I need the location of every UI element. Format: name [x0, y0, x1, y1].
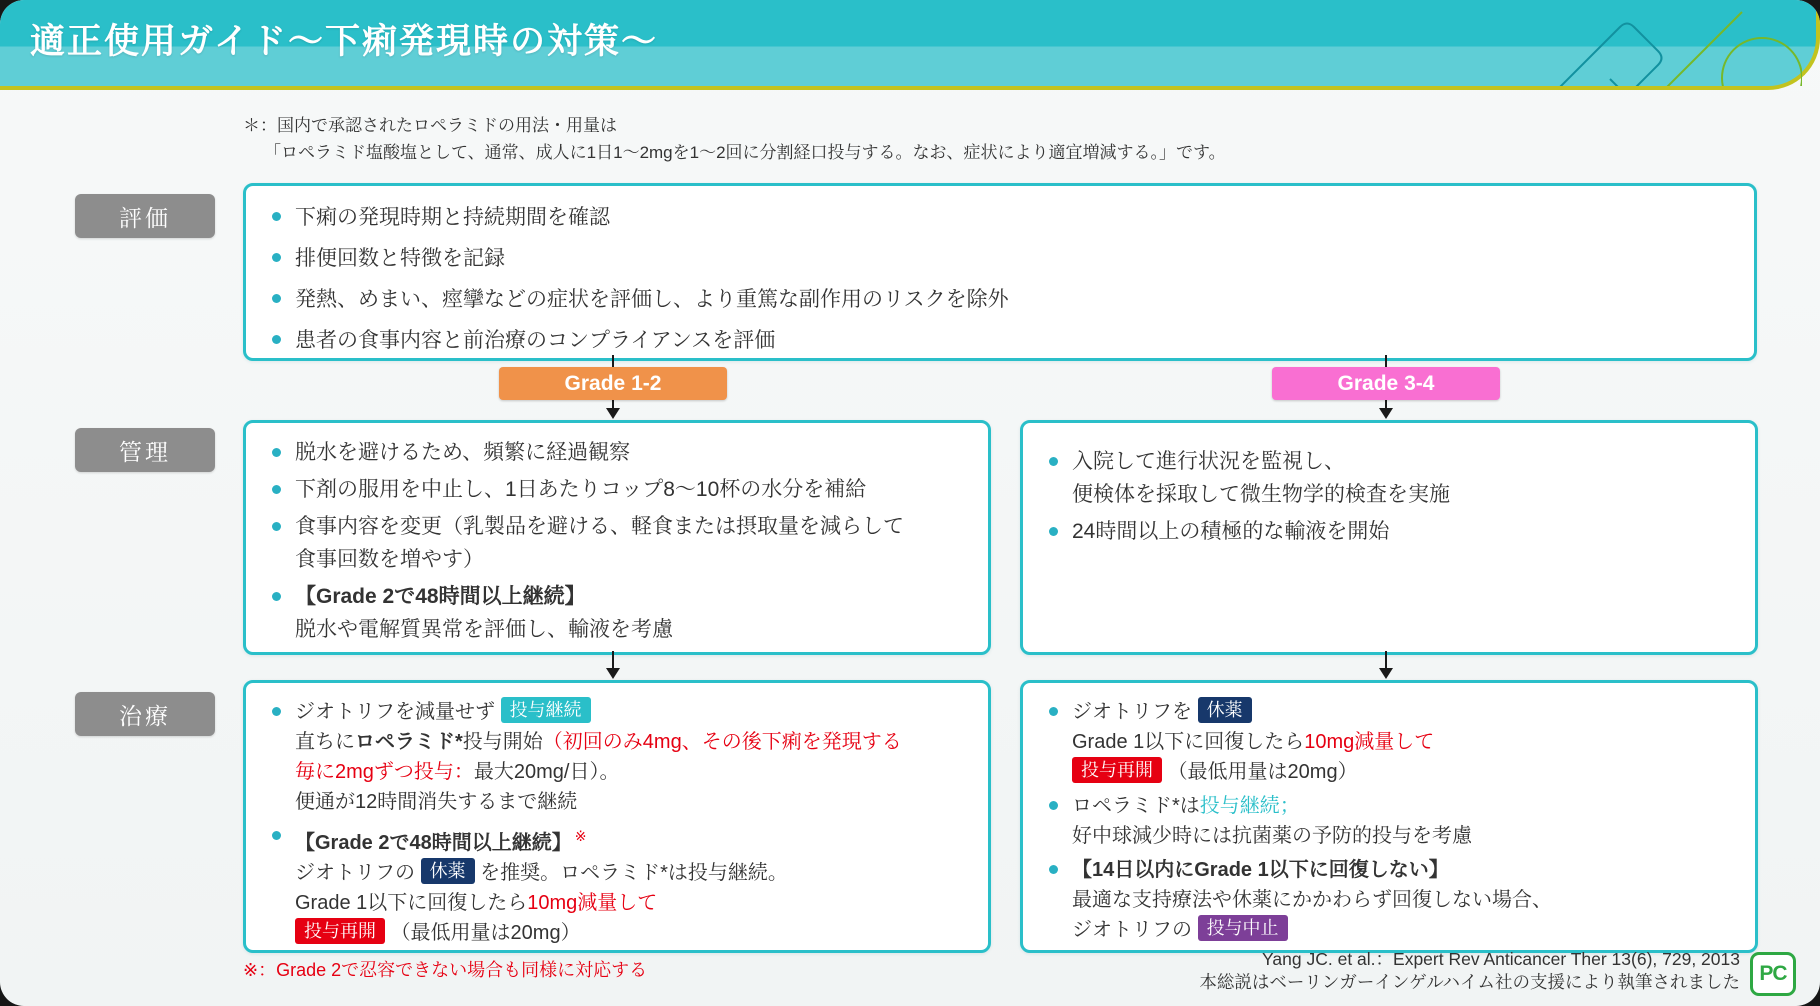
bullet-dot-icon — [1049, 707, 1058, 716]
mgmt12-bullet-4 — [295, 580, 673, 646]
treat12-b1-l2-red: （初回のみ4mg、その後下痢を発現する — [542, 731, 902, 753]
bullet-dot-icon — [1049, 801, 1058, 810]
list-item — [272, 436, 968, 469]
bullet-dot-icon — [272, 522, 281, 531]
stage-label-evaluation: 評価 — [75, 194, 215, 238]
mgmt12-bullet-4-line-2: 脱水や電解質異常を評価し、輸液を考慮 — [295, 618, 673, 641]
treat34-b3-l3-pre: ジオトリフの — [1072, 919, 1198, 941]
note-line-2: 「ロペラミド塩酸塩として、通常、成人に1日1〜2mgを1〜2回に分割経口投与する。なお、症状により適宜増減する。」です。 — [264, 143, 1226, 162]
treat12-bullet-2 — [295, 821, 788, 948]
citation-reference: Yang JC. et al.：Expert Rev Anticancer Ther 13(6), 729, 2013 — [1262, 949, 1740, 969]
list-item — [1049, 791, 1735, 851]
list-item — [272, 240, 1734, 277]
list-item — [272, 821, 968, 948]
mgmt34-bullet-1 — [1072, 445, 1450, 511]
resume-dosing-badge: 投与再開 — [1072, 757, 1162, 783]
list-item — [1049, 855, 1735, 945]
bullet-dot-icon — [272, 253, 281, 262]
treat12-b2-l4-post: （最低用量は20mg） — [390, 922, 581, 944]
treat12-bullet-1 — [295, 697, 902, 817]
management-box-grade12 — [243, 420, 991, 655]
stage-label-treatment: 治療 — [75, 692, 215, 736]
citation — [1199, 948, 1740, 994]
bullet-dot-icon — [272, 592, 281, 601]
list-item — [272, 473, 968, 506]
citation-support-note: 本総説はベーリンガーインゲルハイム社の支援により執筆されました — [1199, 972, 1740, 992]
treat34-b3-l2: 最適な支持療法や休薬にかかわらず回復しない場合、 — [1072, 889, 1552, 911]
bullet-dot-icon — [272, 707, 281, 716]
treat34-b2-l1-pre: ロペラミド*は — [1072, 795, 1200, 817]
list-item — [272, 322, 1734, 359]
evaluation-bullet-2: 排便回数と特徴を記録 — [295, 247, 505, 270]
list-item — [272, 510, 968, 576]
treat12-b1-l2-mid: 投与開始 — [462, 731, 543, 753]
list-item — [272, 199, 1734, 236]
treat34-b1-l3-post: （最低用量は20mg） — [1167, 761, 1358, 783]
mgmt34-bullet-1-line-1: 入院して進行状況を監視し、 — [1072, 450, 1345, 473]
bullet-dot-icon — [272, 335, 281, 344]
list-item — [1049, 445, 1735, 511]
treat34-b2-l2: 好中球減少時には抗菌薬の予防的投与を考慮 — [1072, 825, 1472, 847]
mgmt12-bullet-4-heading: 【Grade 2で48時間以上継続】 — [295, 585, 586, 608]
treat34-bullet-1 — [1072, 697, 1434, 787]
evaluation-bullet-1: 下痢の発現時期と持続期間を確認 — [295, 206, 610, 229]
treat34-b1-l2-red: 10mg減量して — [1304, 731, 1435, 753]
note-line-1: ＊：国内で承認されたロペラミドの用法・用量は — [243, 116, 617, 135]
grade2-footnote: ※：Grade 2で忍容できない場合も同様に対応する — [243, 960, 648, 980]
evaluation-bullet-4: 患者の食事内容と前治療のコンプライアンスを評価 — [295, 329, 776, 352]
mgmt12-bullet-3-line-2: 食事回数を増やす） — [295, 548, 484, 571]
evaluation-box — [243, 183, 1757, 361]
list-item — [272, 580, 968, 646]
drug-holiday-badge: 休薬 — [421, 858, 475, 884]
management-box-grade34 — [1020, 420, 1758, 655]
bullet-dot-icon — [272, 448, 281, 457]
treat12-b1-l3-red: 毎に2mgずつ投与： — [295, 761, 474, 783]
mgmt12-bullet-3-line-1: 食事内容を変更（乳製品を避ける、軽食または摂取量を減らして — [295, 515, 904, 538]
treat12-b1-l3-black: 最大20mg/日）。 — [473, 761, 620, 783]
mgmt12-bullet-2: 下剤の服用を中止し、1日あたりコップ8〜10杯の水分を補給 — [295, 478, 867, 501]
pc-logo: PC — [1750, 952, 1796, 996]
treat12-b1-l2-drug: ロペラミド* — [355, 731, 463, 753]
flow-arrow-right2-line — [1385, 651, 1387, 668]
treat34-b1-l1-pre: ジオトリフを — [1072, 701, 1198, 723]
list-item — [272, 281, 1734, 318]
bullet-dot-icon — [272, 294, 281, 303]
continue-dosing-badge: 投与継続 — [501, 697, 591, 723]
treat34-b2-l1-continue: 投与継続； — [1199, 795, 1300, 817]
treatment-box-grade12 — [243, 680, 991, 953]
bullet-dot-icon — [1049, 457, 1058, 466]
treat12-b2-heading: 【Grade 2で48時間以上継続】 — [295, 832, 572, 854]
header-decor-lines-icon — [1492, 0, 1802, 86]
treat12-b1-l4: 便通が12時間消失するまで継続 — [295, 791, 578, 813]
mgmt12-bullet-1: 脱水を避けるため、頻繁に経過観察 — [295, 441, 631, 464]
list-item — [1049, 515, 1735, 548]
bullet-dot-icon — [1049, 865, 1058, 874]
treat12-b2-l2-post: を推奨。ロペラミド*は投与継続。 — [474, 862, 788, 884]
mgmt34-bullet-1-line-2: 便検体を採取して微生物学的検査を実施 — [1072, 483, 1450, 506]
list-item — [272, 697, 968, 817]
treat34-b3-heading: 【14日以内にGrade 1以下に回復しない】 — [1072, 859, 1449, 881]
evaluation-bullet-3: 発熱、めまい、痙攣などの症状を評価し、より重篤な副作用のリスクを除外 — [295, 288, 1009, 311]
treat12-b2-refmark: ※ — [574, 828, 587, 844]
page-title: 適正使用ガイド〜下痢発現時の対策〜 — [30, 22, 658, 61]
treat34-b1-l2-black: Grade 1以下に回復したら — [1072, 731, 1305, 753]
bullet-dot-icon — [272, 831, 281, 840]
bullet-dot-icon — [1049, 527, 1058, 536]
treat12-b2-l3-black: Grade 1以下に回復したら — [295, 892, 528, 914]
bullet-dot-icon — [272, 485, 281, 494]
treat12-b1-text: ジオトリフを減量せず — [295, 701, 501, 723]
mgmt12-bullet-3 — [295, 510, 904, 576]
treat12-b2-l3-red: 10mg減量して — [527, 892, 658, 914]
flow-arrow-right-head-icon — [1379, 408, 1393, 419]
treat12-b2-l2-pre: ジオトリフの — [295, 862, 421, 884]
flow-arrow-left2-line — [612, 651, 614, 668]
flow-arrow-left-head-icon — [606, 408, 620, 419]
mgmt34-bullet-2: 24時間以上の積極的な輸液を開始 — [1072, 520, 1390, 543]
stage-label-management: 管理 — [75, 428, 215, 472]
stop-dosing-badge: 投与中止 — [1198, 915, 1288, 941]
flow-arrow-right2-head-icon — [1379, 668, 1393, 679]
header-bar — [0, 0, 1820, 90]
grade-3-4-badge: Grade 3-4 — [1272, 367, 1500, 400]
treat12-b1-l2-pre: 直ちに — [295, 731, 355, 753]
treat34-bullet-2 — [1072, 791, 1472, 851]
treat34-bullet-3 — [1072, 855, 1552, 945]
treatment-box-grade34 — [1020, 680, 1758, 953]
resume-dosing-badge: 投与再開 — [295, 918, 385, 944]
drug-holiday-badge: 休薬 — [1198, 697, 1252, 723]
bullet-dot-icon — [272, 212, 281, 221]
list-item — [1049, 697, 1735, 787]
flow-arrow-left2-head-icon — [606, 668, 620, 679]
grade-1-2-badge: Grade 1-2 — [499, 367, 727, 400]
loperamide-note — [243, 112, 1226, 166]
